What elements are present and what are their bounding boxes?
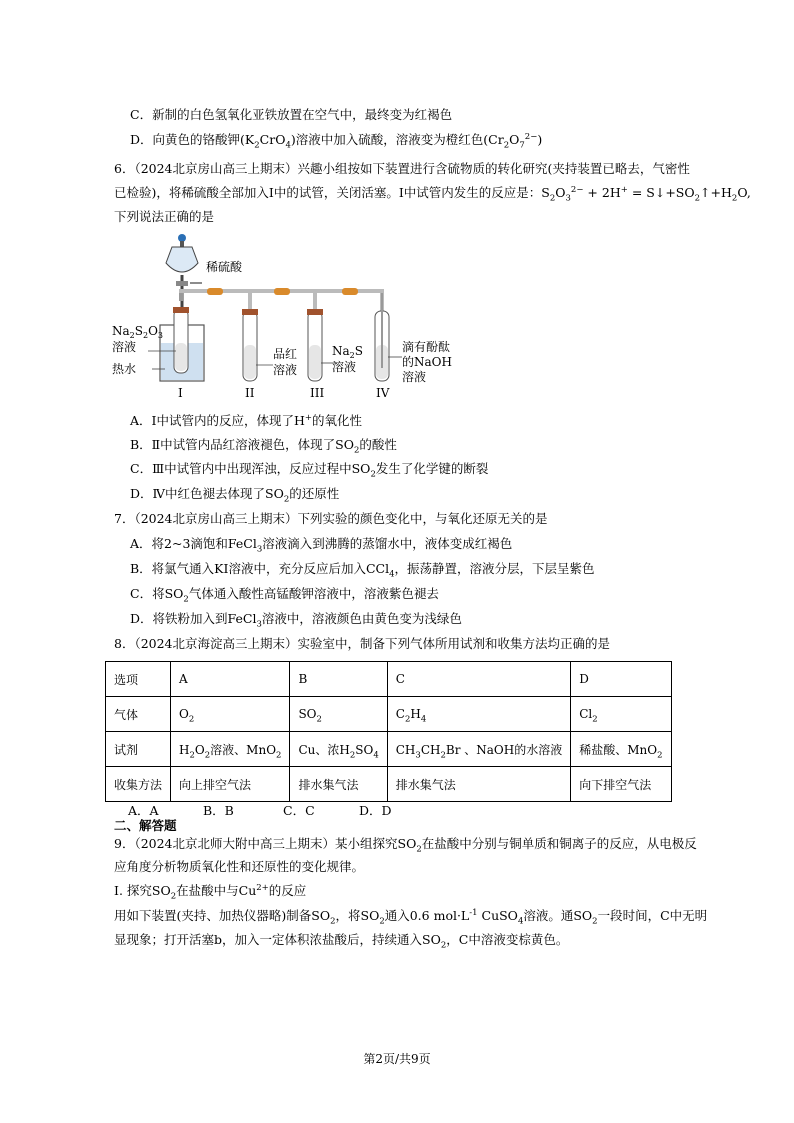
q6-stem-line1: 6．（2024北京房山高三上期末）兴趣小组按如下装置进行含硫物质的转化研究(夹持装置已略去，气密性 <box>114 161 690 176</box>
text: 在盐酸中分别与铜单质和铜离子的反应，从电极反 <box>421 836 697 851</box>
text: I. 探究SO <box>114 883 171 898</box>
cell: 向下排空气法 <box>571 767 671 802</box>
text: Cu、浓H <box>298 742 350 757</box>
apparatus-figure <box>110 233 452 403</box>
q6-option-b: B．Ⅱ中试管内品红溶液褪色，体现了$SO_2$的酸性 <box>130 437 397 456</box>
label-dilute-acid: 稀硫酸 <box>206 260 243 274</box>
text: B．将氯气通入KI溶液中，充分反应后加入CCl <box>130 561 390 576</box>
text: O, <box>737 185 751 200</box>
text: 9．（2024北京北师大附中高三上期末）某小组探究SO <box>114 836 417 851</box>
q9-paragraph-line2: 显现象；打开活塞b，加入一定体积浓盐酸后，持续通入$SO_2$，C中溶液变棕黄色。 <box>114 932 569 951</box>
text: A．将2~3滴饱和FeCl <box>130 536 257 551</box>
cell: $CH_3CH_2Br$ 、NaOH的水溶液 <box>387 732 570 767</box>
cell: B <box>290 662 387 697</box>
text: 发生了化学键的断裂 <box>375 461 489 476</box>
text: O <box>148 324 158 338</box>
q9-stem-line2: 应角度分析物质氧化性和还原性的变化规律。 <box>114 859 365 874</box>
q7-option-d: D．将铁粉加入到FeCl$_3$溶液中，溶液颜色由黄色变为浅绿色 <box>130 611 462 630</box>
text: ，振荡静置，溶液分层，下层呈紫色 <box>394 561 595 576</box>
label-numeral-4: IV <box>376 386 390 400</box>
page-footer: 第2页/共9页 <box>363 1052 431 1066</box>
text: )溶液中加入硫酸，溶液变为橙红色(Cr <box>290 132 504 147</box>
text: C．Ⅲ中试管内中出现浑浊，反应过程中SO <box>130 461 371 476</box>
label-naoh-1: 滴有酚酞 <box>402 340 451 354</box>
text: C <box>395 707 405 721</box>
text: 在盐酸中与Cu <box>176 883 257 898</box>
cell: 试剂 <box>106 732 171 767</box>
text: 气体通入酸性高锰酸钾溶液中，溶液紫色褪去 <box>188 586 439 601</box>
text: CuSO <box>477 908 518 923</box>
q8-answer-a: A．A <box>128 803 159 818</box>
cell: 向上排空气法 <box>171 767 290 802</box>
cell: $SO_2$ <box>290 697 387 732</box>
text: ，C中溶液变棕黄色。 <box>446 932 569 947</box>
label-naoh-3: 溶液 <box>402 370 427 384</box>
label-solution: 溶液 <box>112 340 137 354</box>
text: S <box>354 344 363 358</box>
text: H <box>179 742 190 757</box>
text: 的氧化性 <box>312 413 363 428</box>
text: SO <box>355 742 374 757</box>
text: 显现象；打开活塞b，加入一定体积浓盐酸后，持续通入SO <box>114 932 441 947</box>
text: 通入0.6 mol·L <box>384 908 470 923</box>
text: 已检验)，将稀硫酸全部加入Ⅰ中的试管，关闭活塞。Ⅰ中试管内发生的反应是：S <box>114 185 550 200</box>
text: D．向黄色的铬酸钾(K <box>130 132 255 147</box>
q6-option-d: D．Ⅳ中红色褪去体现了$SO_2$的还原性 <box>130 486 340 505</box>
text: B．Ⅱ中试管内品红溶液褪色，体现了SO <box>130 437 354 452</box>
text: 溶液中，溶液颜色由黄色变为浅绿色 <box>261 611 462 626</box>
table-row <box>106 732 672 767</box>
text: 的反应 <box>268 883 307 898</box>
text: = S↓+SO <box>627 185 695 200</box>
table-row <box>106 767 672 802</box>
label-numeral-3: III <box>310 386 325 400</box>
text: H <box>410 707 421 721</box>
q8-answer-d: D．D <box>359 803 392 818</box>
q8-answer-b: B．B <box>203 803 234 818</box>
text: C．将SO <box>130 586 184 601</box>
text: 一段时间，C中无明 <box>597 908 708 923</box>
table-row <box>106 662 672 697</box>
cell: 收集方法 <box>106 767 171 802</box>
text: 溶液滴入到沸腾的蒸馏水中，液体变成红褐色 <box>262 536 513 551</box>
label-naoh-2: 的NaOH <box>402 355 452 369</box>
q9-subheading: I. 探究$SO_2$在盐酸中与$Cu^{2+}$的反应 <box>114 882 307 902</box>
table-row <box>106 697 672 732</box>
q7-option-b: B．将氯气通入KI溶液中，充分反应后加入CCl$_4$，振荡静置，溶液分层，下层呈紫色 <box>130 561 595 580</box>
text: D．Ⅳ中红色褪去体现了SO <box>130 486 284 501</box>
label-na2s: $Na_2S$ <box>332 344 363 360</box>
q9-paragraph-line1: 用如下装置(夹持、加热仪器略)制备$SO_2$，将$SO_2$通入0.6 $mol\cdot L^{-1}$ CuSO$_4$溶液。通$SO_2$一段时间，C中无明 <box>114 907 708 927</box>
text: O <box>179 707 189 721</box>
cell: $C_2H_4$ <box>387 697 570 732</box>
q6-option-a: A．Ⅰ中试管内的反应，体现了H+的氧化性 <box>130 412 363 428</box>
q8-stem: 8．（2024北京海淀高三上期末）实验室中，制备下列气体所用试剂和收集方法均正确的是 <box>114 636 611 651</box>
q6-stem-line2: 已检验)，将稀硫酸全部加入Ⅰ中的试管，关闭活塞。Ⅰ中试管内发生的反应是：$S_2O_3^{2-} + 2H^+$ = $S↓+SO_2↑+H_2O$, <box>114 184 751 204</box>
q7-option-c: C．将$SO_2$气体通入酸性高锰酸钾溶液中，溶液紫色褪去 <box>130 586 439 605</box>
text: ↑+H <box>700 185 732 200</box>
text: Br 、NaOH的水溶液 <box>445 742 563 757</box>
cell: C <box>387 662 570 697</box>
cell: 排水集气法 <box>387 767 570 802</box>
label-hot-water: 热水 <box>112 362 137 376</box>
cell: Cu、浓$H_2SO_4$ <box>290 732 387 767</box>
text: 溶液、MnO <box>210 742 277 757</box>
q7-stem: 7．（2024北京房山高三上期末）下列实验的颜色变化中，与氧化还原无关的是 <box>114 511 548 526</box>
cell: $Cl_2$ <box>571 697 671 732</box>
text: Cl <box>579 707 593 721</box>
label-na2s-solution: 溶液 <box>332 360 357 374</box>
q5-option-d: D．向黄色的铬酸钾$(K_2CrO_4)$溶液中加入硫酸，溶液变为橙红色$(Cr_2O_7^{2-})$ <box>130 131 543 151</box>
label-na2s2o3: $Na_2S_2O_3$ <box>112 324 164 340</box>
cell: 选项 <box>106 662 171 697</box>
cell: $H_2O_2$溶液、MnO$_2$ <box>171 732 290 767</box>
q5-option-c: C．新制的白色氢氧化亚铁放置在空气中，最终变为红褐色 <box>130 107 453 122</box>
text: ) <box>537 132 543 147</box>
text: SO <box>298 707 317 721</box>
text: 溶液。通SO <box>523 908 593 923</box>
text: 稀盐酸、MnO <box>579 742 658 757</box>
q7-option-a: A．将2~3滴饱和FeCl$_3$溶液滴入到沸腾的蒸馏水中，液体变成红褐色 <box>130 536 513 555</box>
text: O <box>555 185 566 200</box>
text: ，将SO <box>335 908 380 923</box>
label-pinhong-solution: 溶液 <box>273 363 298 377</box>
text: S <box>134 324 143 338</box>
text: CH <box>420 742 441 757</box>
cell: D <box>571 662 671 697</box>
cell: 稀盐酸、MnO$_2$ <box>571 732 671 767</box>
text: O <box>509 132 520 147</box>
cell: A <box>171 662 290 697</box>
q6-option-c: C．Ⅲ中试管内中出现浑浊，反应过程中$SO_2$发生了化学键的断裂 <box>130 461 489 480</box>
text: 的还原性 <box>289 486 340 501</box>
label-numeral-2: II <box>245 386 255 400</box>
text: O <box>194 742 205 757</box>
text: + 2H <box>583 185 621 200</box>
q8-table <box>105 661 672 802</box>
cell: 排水集气法 <box>290 767 387 802</box>
text: Na <box>112 324 130 338</box>
q9-stem-line1: 9．（2024北京北师大附中高三上期末）某小组探究$SO_2$在盐酸中分别与铜单质和铜离子的反应，从电极反 <box>114 836 697 855</box>
label-numeral-1: I <box>178 386 183 400</box>
q8-answer-c: C．C <box>283 803 315 818</box>
cell: 气体 <box>106 697 171 732</box>
cell: $O_2$ <box>171 697 290 732</box>
label-pinhong: 品红 <box>273 347 298 361</box>
text: 的酸性 <box>359 437 397 452</box>
text: Na <box>332 344 350 358</box>
text: 用如下装置(夹持、加热仪器略)制备SO <box>114 908 331 923</box>
text: D．将铁粉加入到FeCl <box>130 611 257 626</box>
section-heading: 二、解答题 <box>114 818 177 833</box>
text: CrO <box>259 132 286 147</box>
text: A．Ⅰ中试管内的反应，体现了H <box>130 413 305 428</box>
q6-stem-line3: 下列说法正确的是 <box>114 209 215 224</box>
text: CH <box>395 742 416 757</box>
